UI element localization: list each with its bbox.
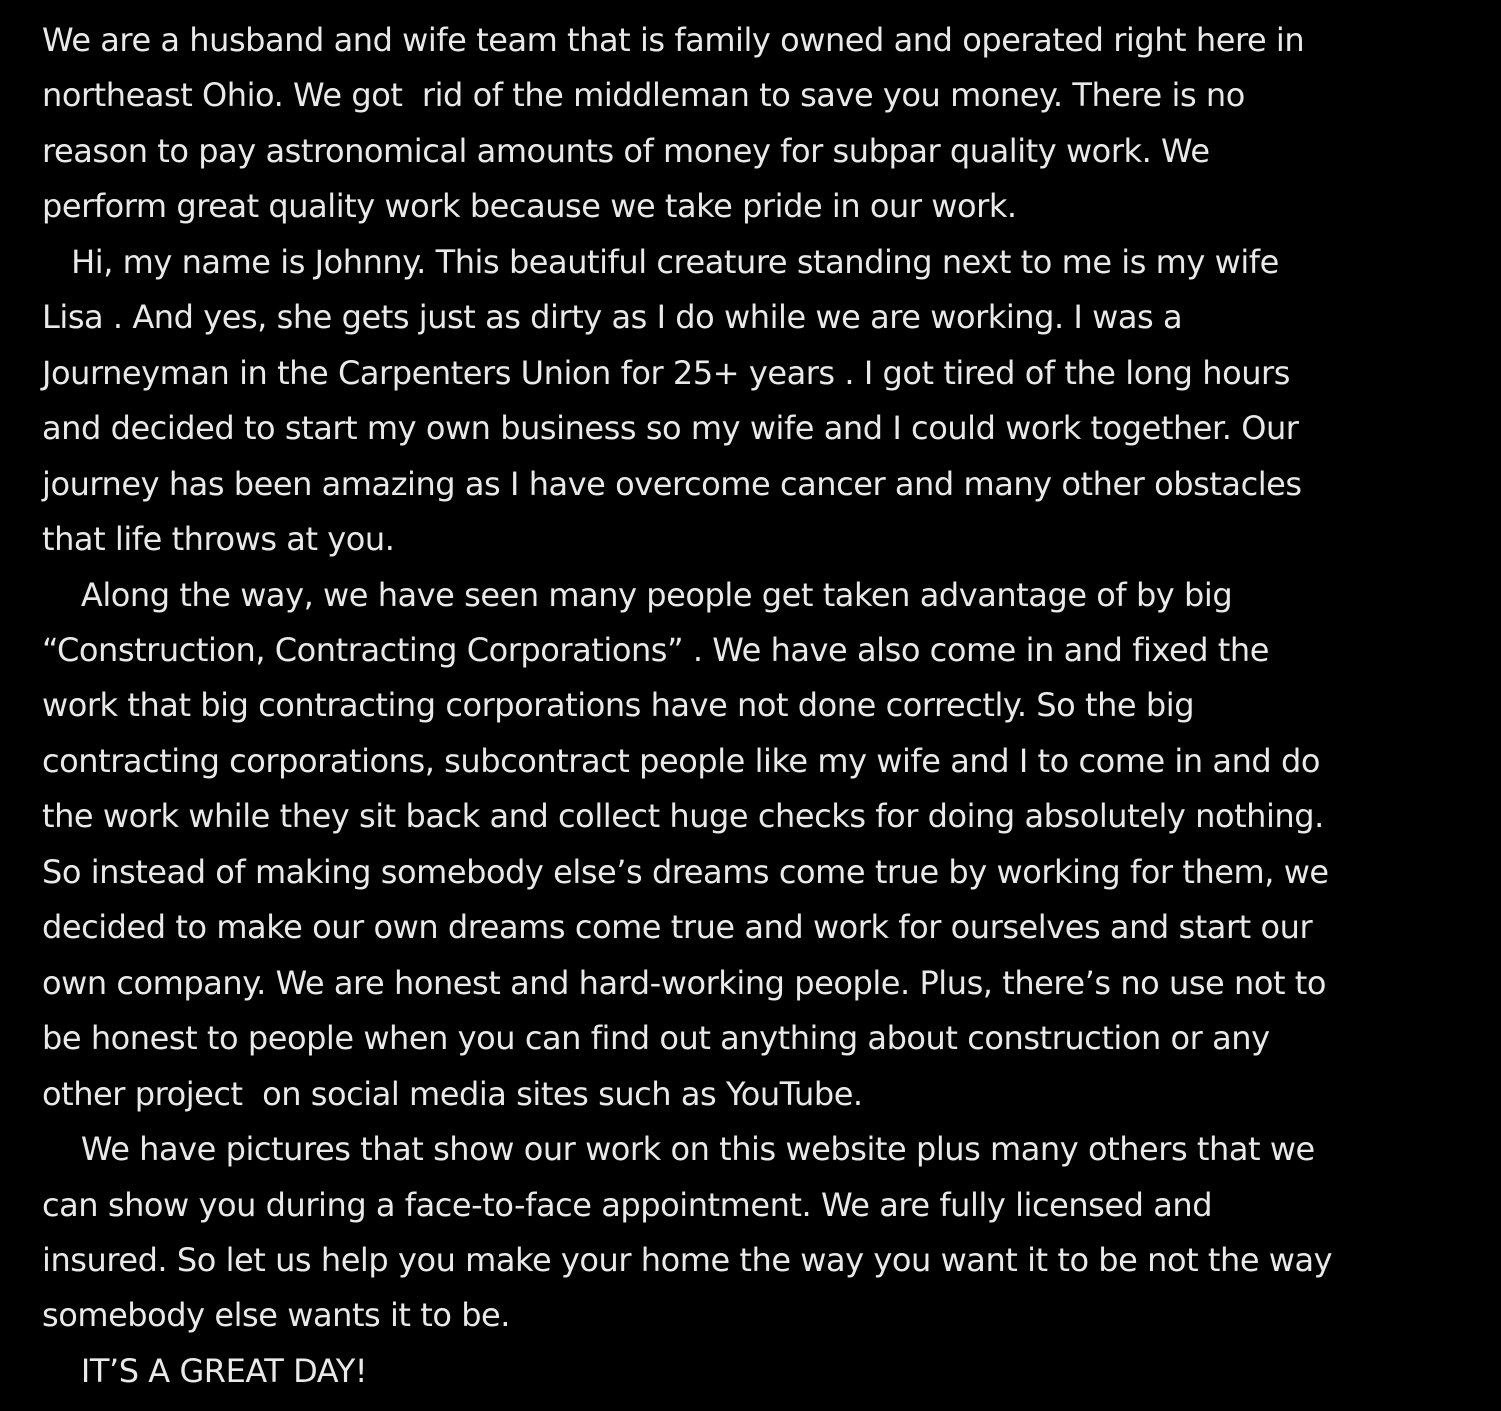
text-line: the work while they sit back and collect huge checks for doing absolutely nothing. <box>42 797 1324 836</box>
text-line: perform great quality work because we take pride in our work. <box>42 187 1017 226</box>
text-line: work that big contracting corporations have not done correctly. So the big <box>42 686 1195 725</box>
text-line: northeast Ohio. We got rid of the middleman to save you money. There is no <box>42 76 1245 115</box>
text-line: We are a husband and wife team that is family owned and operated right here in <box>42 21 1305 59</box>
text-line: Hi, my name is Johnny. This beautiful creature standing next to me is my wife <box>42 242 1279 281</box>
text-line: and decided to start my own business so my wife and I could work together. Our <box>42 409 1299 448</box>
text-line: can show you during a face-to-face appointment. We are fully licensed and <box>42 1185 1213 1224</box>
about-us-text <box>42 13 1472 1399</box>
text-line: that life throws at you. <box>42 520 395 559</box>
text-line: Along the way, we have seen many people get taken advantage of by big <box>42 575 1233 614</box>
text-line: somebody else wants it to be. <box>42 1296 511 1335</box>
text-line: journey has been amazing as I have overcome cancer and many other obstacles <box>42 464 1302 503</box>
text-line: “Construction, Contracting Corporations” . We have also come in and fixed the <box>42 630 1269 669</box>
closing-line: IT’S A GREAT DAY! <box>42 1351 368 1390</box>
text-line: Lisa . And yes, she gets just as dirty as I do while we are working. I was a <box>42 298 1183 337</box>
text-line: insured. So let us help you make your home the way you want it to be not the way <box>42 1240 1333 1279</box>
text-line: decided to make our own dreams come true and work for ourselves and start our <box>42 908 1313 947</box>
text-line: other project on social media sites such as YouTube. <box>42 1074 863 1113</box>
text-line: Journeyman in the Carpenters Union for 25+ years . I got tired of the long hours <box>42 353 1290 392</box>
text-line: So instead of making somebody else’s dreams come true by working for them, we <box>42 852 1329 891</box>
text-line: own company. We are honest and hard-working people. Plus, there’s no use not to <box>42 963 1327 1002</box>
text-line: reason to pay astronomical amounts of money for subpar quality work. We <box>42 131 1210 170</box>
text-line: We have pictures that show our work on this website plus many others that we <box>42 1130 1315 1169</box>
text-line: be honest to people when you can find out anything about construction or any <box>42 1019 1270 1058</box>
text-line: contracting corporations, subcontract people like my wife and I to come in and do <box>42 741 1320 780</box>
